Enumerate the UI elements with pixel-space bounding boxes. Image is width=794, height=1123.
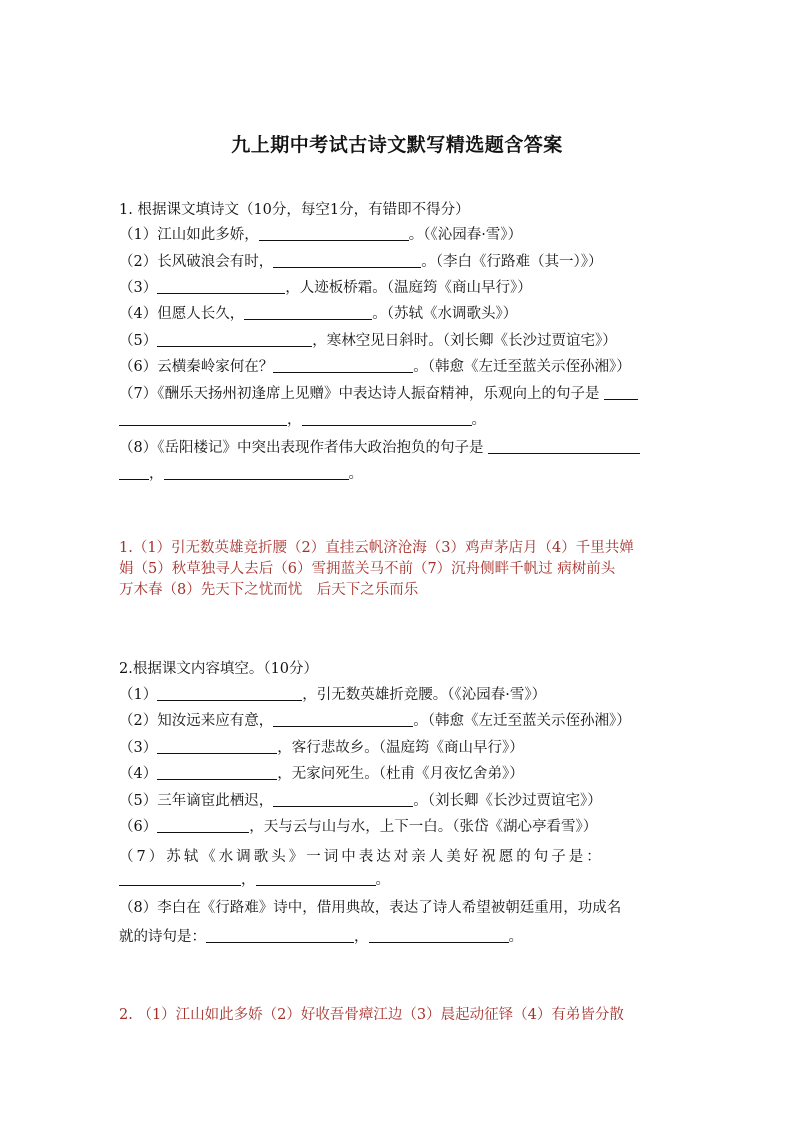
q1-item-7-cont: ， 。 — [119, 408, 486, 429]
q2-item-3: （3） ，客行悲故乡。（温庭筠《商山早行》） — [119, 740, 524, 756]
q1-item-8-cont: ， 。 — [119, 462, 363, 483]
answer-blank[interactable] — [256, 871, 376, 886]
answer-blank[interactable] — [164, 465, 349, 480]
q1-item-7: （7）《酬乐天扬州初逢席上见赠》中表达诗人振奋精神，乐观向上的句子是 — [119, 382, 638, 403]
answer-blank[interactable] — [259, 226, 409, 241]
q1-item-6: （6）云横秦岭家何在？ 。（韩愈《左迁至蓝关示侄孙湘》） — [119, 359, 631, 375]
answer-blank[interactable] — [369, 928, 509, 943]
answer-blank[interactable] — [604, 385, 638, 400]
answer-blank[interactable] — [157, 332, 312, 347]
answer-blank[interactable] — [157, 765, 277, 780]
q2-item-7-cont: ， 。 — [119, 868, 390, 889]
answer-blank[interactable] — [157, 818, 249, 833]
q2-item-5: （5）三年谪宦此栖迟， 。（刘长卿《长沙过贾谊宅》） — [119, 793, 602, 809]
answer-1-line-2: 娟（5）秋草独寻人去后（6）雪拥蓝关马不前（7）沉舟侧畔千帆过 病树前头 — [119, 561, 616, 577]
q2-heading: 2.根据课文内容填空。（10分） — [119, 661, 319, 677]
q1-item-5: （5） ，寒林空见日斜时。（刘长卿《长沙过贾谊宅》） — [119, 333, 617, 349]
answer-blank[interactable] — [157, 279, 285, 294]
q2-item-7: （7）苏轼《水调歌头》一词中表达对亲人美好祝愿的句子是： — [119, 849, 604, 865]
answer-blank[interactable] — [157, 739, 277, 754]
q1-item-8: （8）《岳阳楼记》中突出表现作者伟大政治抱负的句子是 — [119, 436, 640, 457]
answer-2-line-1: 2. （1）江山如此多娇（2）好收吾骨瘴江边（3）晨起动征铎（4）有弟皆分散 — [119, 1007, 624, 1023]
q2-item-1: （1） ，引无数英雄折竞腰。（《沁园春·雪》） — [119, 687, 547, 703]
answer-blank[interactable] — [273, 253, 421, 268]
page-title: 九上期中考试古诗文默写精选题含答案 — [231, 134, 563, 156]
q2-item-6: （6） ，天与云与山与水，上下一白。（张岱《湖心亭看雪》） — [119, 819, 598, 835]
answer-blank[interactable] — [273, 792, 413, 807]
answer-blank[interactable] — [119, 411, 287, 426]
answer-blank[interactable] — [119, 465, 149, 480]
answer-1-line-1: 1.（1）引无数英雄竞折腰（2）直挂云帆济沧海（3）鸡声茅店月（4）千里共婵 — [119, 540, 634, 556]
q2-item-8: （8）李白在《行路难》诗中，借用典故，表达了诗人希望被朝廷重用，功成名 — [119, 900, 622, 916]
answer-blank[interactable] — [273, 712, 413, 727]
answer-blank[interactable] — [206, 928, 354, 943]
answer-blank[interactable] — [488, 439, 640, 454]
q2-item-2: （2）知汝远来应有意， 。（韩愈《左迁至蓝关示侄孙湘》） — [119, 713, 631, 729]
q1-item-4: （4）但愿人长久， 。（苏轼《水调歌头》） — [119, 306, 518, 322]
answer-blank[interactable] — [119, 871, 241, 886]
answer-blank[interactable] — [302, 411, 472, 426]
q1-heading: 1. 根据课文填诗文（10分，每空1分，有错即不得分） — [119, 202, 470, 218]
q2-item-4: （4） ，无家问死生。（杜甫《月夜忆舍弟》） — [119, 766, 524, 782]
q2-item-8-cont: 就的诗句是： ， 。 — [119, 929, 523, 945]
q1-item-3: （3） ，人迹板桥霜。（温庭筠《商山早行》） — [119, 280, 532, 296]
answer-1-line-3: 万木春（8）先天下之忧而忧 后天下之乐而乐 — [119, 582, 419, 598]
answer-blank[interactable] — [273, 358, 413, 373]
answer-blank[interactable] — [157, 686, 302, 701]
q1-item-2: （2）长风破浪会有时， 。（李白《行路难（其一）》） — [119, 254, 603, 270]
answer-blank[interactable] — [244, 305, 372, 320]
q1-item-1: （1）江山如此多娇， 。（《沁园春·雪》） — [119, 227, 523, 243]
